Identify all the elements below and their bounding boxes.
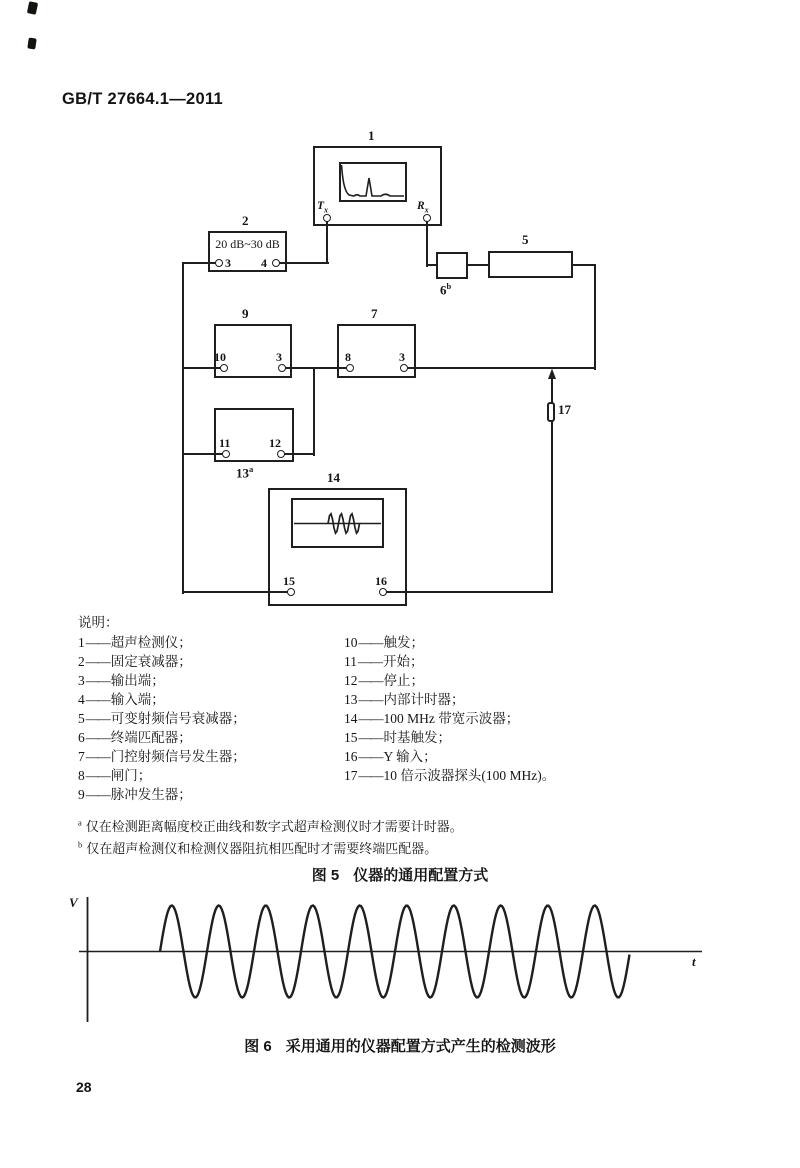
label-box-9: 9 [242,306,249,321]
port-label-10-trigger: 10 [214,350,226,364]
legend-num: 8 [78,768,85,783]
legend-dash: —— [85,711,109,726]
label-box-14: 14 [327,470,340,485]
wire-attenuator-to-right [571,264,596,266]
label-13-footnote-mark: a [249,464,254,474]
legend-text: 脉冲发生器； [110,787,192,802]
figure6-wave-path [160,906,630,998]
rx-sub: x [424,205,429,215]
legend-dash: —— [85,692,109,707]
legend-dash: —— [358,673,382,688]
legend-text: 内部计时器； [383,692,465,707]
port-timebase-trigger [287,588,295,596]
footnote-b-marker: b [78,839,83,850]
legend-item-17 [344,764,555,784]
legend-item-15 [344,726,451,746]
legend-item-4 [78,688,165,708]
legend-num: 6 [78,730,85,745]
port-tx [323,214,331,222]
legend-dash: —— [358,730,382,745]
scan-mark [27,1,38,15]
label-box-5: 5 [522,232,529,247]
legend-text: 输出端； [110,673,165,688]
footnote-a [78,816,463,835]
port-pulse-out [278,364,286,372]
waveform-v-label: V [69,895,78,910]
legend-text: 超声检测仪； [110,635,192,650]
legend-num: 15 [344,730,358,745]
legend-text: 触发； [383,635,424,650]
label-box-1: 1 [368,128,375,143]
port-stop [277,450,285,458]
legend-text: 时基触发； [383,730,451,745]
box-terminal-matcher [436,252,468,279]
legend-dash: —— [358,768,382,783]
figure5-caption-label: 图 5 [311,867,340,884]
label-box-7: 7 [371,306,378,321]
rx-letter: R [417,200,425,212]
legend-title: 说明： [78,615,119,630]
port-label-12-stop: 12 [269,436,281,450]
legend-dash: —— [85,787,109,802]
port-label-3-rf-out: 3 [399,350,405,364]
label-6-num: 6 [440,282,447,298]
legend-item-3 [78,669,165,689]
figure5-caption [0,864,800,885]
wire-rx-to-matcher [426,264,438,266]
legend-item-6 [78,726,192,746]
port-trigger [220,364,228,372]
legend-num: 17 [344,768,358,783]
legend-text: 可变射频信号衰减器； [110,711,246,726]
legend-text: 输入端； [110,692,165,707]
wire-rf-output-line [404,367,596,369]
legend-dash: —— [358,654,381,669]
figure5-caption-text: 仪器的通用配置方式 [353,867,489,884]
legend-num: 14 [344,711,358,726]
waveform-t-label: t [692,954,696,969]
legend-num: 13 [344,692,358,707]
port-label-11-start: 11 [219,436,231,450]
legend-num: 4 [78,692,85,707]
footnote-b-text: 仅在超声检测仪和检测仪器阻抗相匹配时才需要终端匹配器。 [86,841,438,856]
wire-timebase-to-bus [182,591,293,593]
legend-item-12 [344,669,424,689]
label-box-2: 2 [242,213,249,228]
legend-text: 100 MHz 带宽示波器； [383,711,520,726]
legend-num: 1 [78,635,85,650]
footnote-a-marker: a [78,817,82,828]
legend-dash: —— [85,654,109,669]
footnote-a-text: 仅在检测距离幅度校正曲线和数字式超声检测仪时才需要计时器。 [85,819,463,834]
legend-dash: —— [358,749,382,764]
attenuator-range-label: 20 dB~30 dB [215,237,280,251]
port-label-3-attenuator: 3 [225,256,231,270]
port-gate [346,364,354,372]
figure6-caption-text: 采用通用的仪器配置方式产生的检测波形 [285,1038,556,1055]
legend-num: 11 [344,654,357,669]
wire-y-input-to-probe [381,591,553,593]
tx-sub: x [324,205,329,215]
legend-text: 10 倍示波器探头(100 MHz)。 [383,768,556,783]
port-label-8-gate: 8 [345,350,351,364]
legend-num: 12 [344,673,358,688]
detector-screen [339,162,407,202]
legend-dash: —— [85,768,109,783]
legend-num: 5 [78,711,85,726]
wire-gate-to-stop [313,367,315,456]
legend-dash: —— [358,692,382,707]
legend-text: 门控射频信号发生器； [110,749,246,764]
footnote-b [78,838,437,857]
legend-dash: —— [358,711,382,726]
legend-dash: —— [85,635,109,650]
port-label-4-attenuator: 4 [261,256,267,270]
legend-text: 停止； [383,673,424,688]
legend-item-14 [344,707,519,727]
port-label-16-y-input: 16 [375,574,387,588]
legend-num: 3 [78,673,85,688]
box-variable-rf-attenuator [488,251,573,278]
port-start [222,450,230,458]
legend-item-8 [78,764,151,784]
port-label-15-timebase: 15 [283,574,295,588]
tx-letter: T [317,200,325,212]
label-probe-17: 17 [558,402,571,417]
legend-dash: —— [85,730,109,745]
wire-tx-drop [326,221,328,264]
legend-num: 2 [78,654,85,669]
wire-left-trigger-bus [182,262,184,594]
wire-matcher-to-attenuator [467,264,490,266]
legend-num: 9 [78,787,85,802]
label-box-13 [236,464,253,481]
legend-item-1 [78,631,192,651]
legend-item-5 [78,707,246,727]
legend-item-16 [344,745,437,765]
legend-item-2 [78,650,192,670]
legend-dash: —— [358,635,382,650]
legend-text: 开始； [383,654,424,669]
label-13-num: 13 [236,465,249,481]
legend-dash: —— [85,673,109,688]
legend-text: 闸门； [110,768,152,783]
page-number: 28 [76,1079,92,1095]
legend-item-10 [344,631,424,651]
label-6-footnote-mark: b [446,281,452,291]
legend-num: 7 [78,749,85,764]
legend-item-11 [344,650,424,670]
legend-num: 10 [344,635,358,650]
wire-rx-drop [426,221,428,267]
port-rf-out [400,364,408,372]
port-rx [423,214,431,222]
legend-item-9 [78,783,192,803]
legend-text: 终端匹配器； [110,730,192,745]
legend-item-7 [78,745,246,765]
figure6-caption-label: 图 6 [244,1038,272,1055]
probe-symbol [547,402,555,422]
wire-pulse-out-to-gate [280,367,352,369]
figure6-caption [0,1035,800,1056]
port-attenuator-in [272,259,280,267]
legend-item-13 [344,688,465,708]
wire-attenuator-in-to-tx [275,262,329,264]
port-label-tx [317,200,328,214]
legend-num: 16 [344,749,358,764]
port-attenuator-out [215,259,223,267]
legend-text: 固定衰减器； [110,654,192,669]
wire-right-vertical [594,264,596,370]
oscilloscope-screen [291,498,384,548]
doc-number: GB/T 27664.1—2011 [62,90,224,108]
port-label-3-pulse-out: 3 [276,350,282,364]
legend-text: Y 输入； [383,749,437,764]
port-label-rx [417,200,429,214]
legend-dash: —— [85,749,109,764]
port-y-input [379,588,387,596]
label-box-6 [440,281,451,298]
scan-mark [27,37,36,49]
